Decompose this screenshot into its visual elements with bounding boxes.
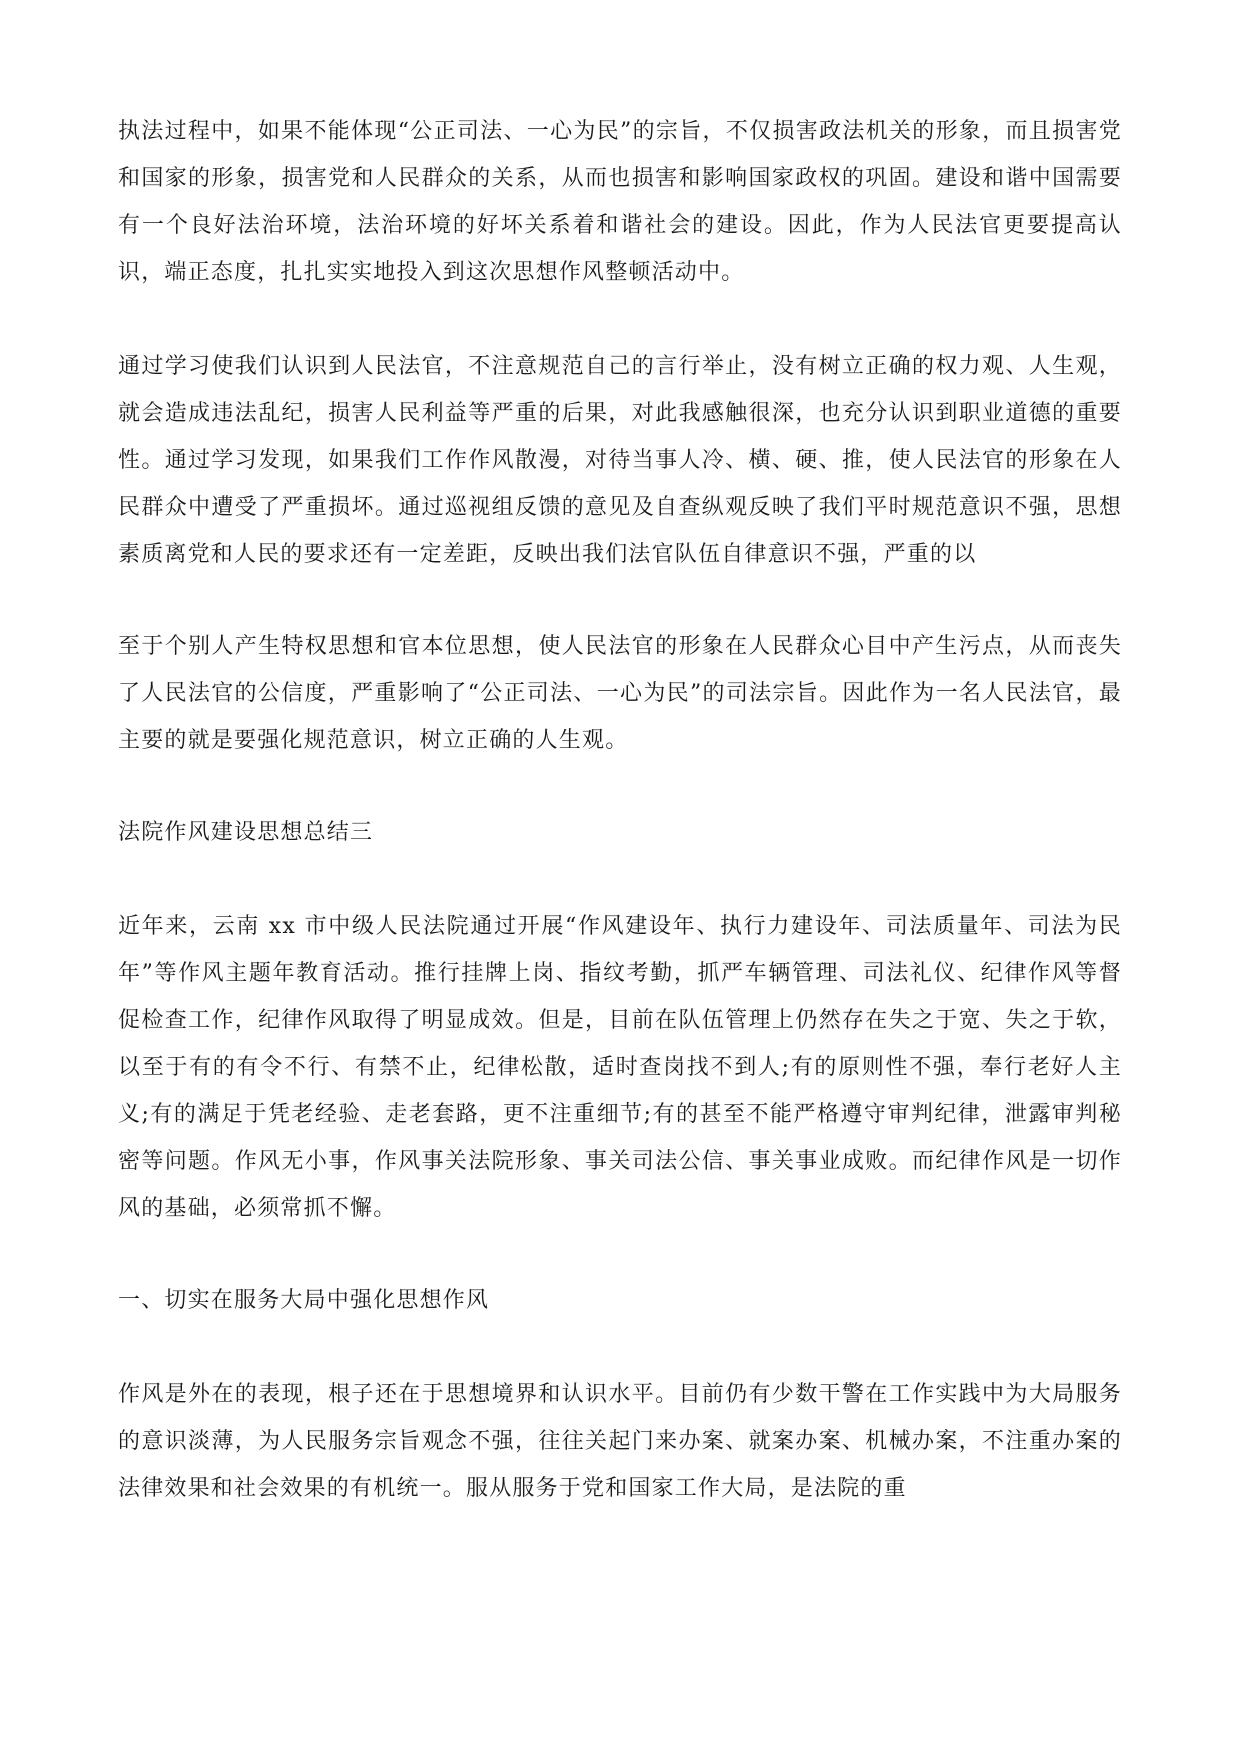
section-heading-summary-three: 法院作风建设思想总结三 — [118, 820, 374, 845]
section-heading-one: 一、切实在服务大局中强化思想作风 — [118, 1288, 490, 1313]
paragraph-2: 通过学习使我们认识到人民法官，不注意规范自己的言行举止，没有树立正确的权力观、人生观，就会造成违法乱纪，损害人民利益等严重的后果，对此我感触很深，也充分认识到职业道德的重要性。通过学习发现，如果我们工作作风散漫，对待当事人冷、横、硬、推，使人民法官的形象在人民群众中遭受了严重损坏。通过巡视组反馈的意见及自查纵观反映了我们平时规范意识不强，思想素质离党和人民的要求还有一定差距，反映出我们法官队伍自律意识不强，严重的以 — [118, 354, 1122, 567]
paragraph-1: 执法过程中，如果不能体现“公正司法、一心为民”的宗旨，不仅损害政法机关的形象，而且损害党和国家的形象，损害党和人民群众的关系，从而也损害和影响国家政权的巩固。建设和谐中国需要有一个良好法治环境，法治环境的好坏关系着和谐社会的建设。因此，作为人民法官更要提高认识，端正态度，扎扎实实地投入到这次思想作风整顿活动中。 — [118, 119, 1122, 285]
paragraph-5: 作风是外在的表现，根子还在于思想境界和认识水平。目前仍有少数干警在工作实践中为大局服务的意识淡薄，为人民服务宗旨观念不强，往往关起门来办案、就案办案、机械办案，不注重办案的法律效果和社会效果的有机统一。服从服务于党和国家工作大局，是法院的重 — [118, 1382, 1122, 1501]
paragraph-4: 近年来，云南 xx 市中级人民法院通过开展“作风建设年、执行力建设年、司法质量年、司法为民年”等作风主题年教育活动。推行挂牌上岗、指纹考勤，抓严车辆管理、司法礼仪、纪律作风等督促检查工作，纪律作风取得了明显成效。但是，目前在队伍管理上仍然存在失之于宽、失之于软，以至于有的有令不行、有禁不止，纪律松散，适时查岗找不到人;有的原则性不强，奉行老好人主义;有的满足于凭老经验、走老套路，更不注重细节;有的甚至不能严格遵守审判纪律，泄露审判秘密等问题。作风无小事，作风事关法院形象、事关司法公信、事关事业成败。而纪律作风是一切作风的基础，必须常抓不懈。 — [118, 914, 1122, 1221]
paragraph-3: 至于个别人产生特权思想和官本位思想，使人民法官的形象在人民群众心目中产生污点，从而丧失了人民法官的公信度，严重影响了“公正司法、一心为民”的司法宗旨。因此作为一名人民法官，最主要的就是要强化规范意识，树立正确的人生观。 — [118, 634, 1122, 753]
